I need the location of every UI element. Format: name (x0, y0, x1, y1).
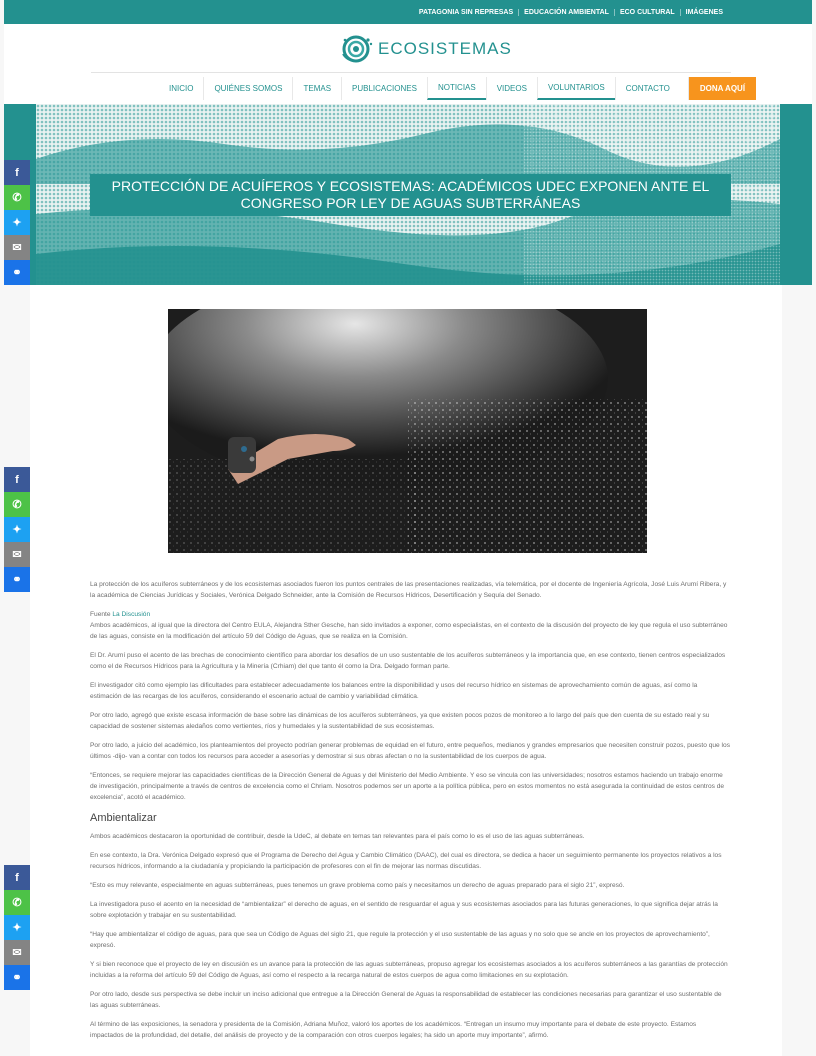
top-bar (4, 0, 812, 24)
top-link-imagenes[interactable]: IMÁGENES (680, 9, 728, 16)
email-share-button[interactable] (4, 235, 30, 260)
article-intro: La protección de los acuíferos subterráneos y de los ecosistemas asociados fueron los puntos centrales de las presentaciones realizadas, vía telemática, por el docente de Ingeniería Agrícola, José Luis Arumí Ribera, y la académica de Ciencias Jurídicas y Sociales, Verónica Delgado Schneider, ante la Comisión de Recursos Hídricos, Desertificación y Sequía del Senado. (90, 581, 727, 599)
copy-link-icon: ⚭ (12, 267, 22, 279)
article-paragraph: En ese contexto, la Dra. Verónica Delgado expresó que el Programa de Derecho del Agua y Cambio Climático (DAAC), del cual es directora, se dedica a hacer un seguimiento permanente los proyectos relativos a los recursos hídricos, informando a la ciudadanía y propiciando la participación de profesores con el fin de mejorar las normas discutidas. (90, 852, 722, 870)
top-links (414, 0, 728, 24)
whatsapp-share-button[interactable] (4, 185, 30, 210)
email-icon: ✉ (12, 947, 22, 959)
nav-inicio[interactable]: INICIO (169, 84, 194, 93)
twitter-icon: ✦ (12, 922, 22, 934)
article-photo (168, 309, 647, 553)
article-subheading: Ambientalizar (90, 812, 157, 824)
top-link-patagonia[interactable]: PATAGONIA SIN REPRESAS (418, 8, 514, 16)
page-title: PROTECCIÓN DE ACUÍFEROS Y ECOSISTEMAS: ACADÉMICOS UDEC EXPONEN ANTE EL CONGRESO POR LEY DE AGUAS SUBTERRÁNEAS (90, 174, 731, 216)
nav-noticias[interactable]: NOTICIAS (427, 77, 486, 100)
twitter-share-button[interactable] (4, 517, 30, 542)
whatsapp-icon: ✆ (12, 897, 22, 909)
article-paragraph: Y si bien reconoce que el proyecto de ley en discusión es un avance para la protección de las aguas subterráneas, propuso agregar los ecosistemas asociados a los acuíferos subterráneos a las garantías de protección incluidas a la reforma del artículo 59 del Código de Aguas, así como el respecto a la recarga natural de estos cuerpos de agua como limitaciones en su explotación. (90, 961, 728, 979)
article-paragraph: Por otro lado, a juicio del académico, los planteamientos del proyecto podrían generar problemas de equidad en el futuro, entre pequeños, medianos y grandes empresarios que necesiten construir pozos, puesto que los últimos -dijo- van a contar con todos los recursos para acceder a asesorías y demostrar si sus obras afectan o no la sustentabilidad de los cuerpos de agua. (90, 742, 730, 760)
hero-banner (4, 104, 812, 285)
copy-link-icon: ⚭ (12, 972, 22, 984)
copy-link-button[interactable] (4, 965, 30, 990)
facebook-icon: f (15, 871, 19, 884)
article-paragraph: “Esto es muy relevante, especialmente en aguas subterráneas, pues tenemos un grave problema como país y necesitamos un derecho de aguas preparado para el siglo 21”, expresó. (90, 882, 625, 889)
main-nav (159, 77, 756, 100)
article-paragraph: Ambos académicos destacaron la oportunidad de contribuir, desde la UdeC, al debate en temas tan relevantes para el país como lo es el uso de las aguas subterráneas. (90, 833, 585, 840)
article-paragraph: Por otro lado, desde sus perspectiva se debe incluir un inciso adicional que entregue a la Dirección General de Aguas la responsabilidad de establecer las condiciones necesarias para garantizar el uso sustentable de las aguas subterráneas. (90, 991, 722, 1009)
article-paragraph: “Hay que ambientalizar el código de aguas, para que sea un Código de Aguas del siglo 21, que regule la protección y el uso sustentable de las aguas y no solo que se ancle en los proyectos de aprovechamiento”, expresó. (90, 931, 710, 949)
nav-publicaciones[interactable]: PUBLICACIONES (341, 77, 427, 100)
nav-quienes-somos[interactable]: QUIÉNES SOMOS (203, 77, 292, 100)
email-share-button[interactable] (4, 940, 30, 965)
whatsapp-icon: ✆ (12, 192, 22, 204)
article-paragraph: “Entonces, se requiere mejorar las capacidades científicas de la Dirección General de Aguas y del Ministerio del Medio Ambiente. Y eso se vincula con las universidades; nosotros estamos haciendo un trabajo enorme de investigación, principalmente a través de centros de excelencia como el Chriam. Nosotros podemos ser un aporte a la política pública, pero en estos momentos no está asegurada la continuidad de estos centros de excelencia”, acotó el académico. (90, 772, 725, 801)
donate-button[interactable]: DONA AQUÍ (688, 77, 756, 100)
nav-temas[interactable]: TEMAS (292, 77, 341, 100)
copy-link-button[interactable] (4, 567, 30, 592)
facebook-share-button[interactable] (4, 865, 30, 890)
facebook-share-button[interactable] (4, 160, 30, 185)
share-bar (4, 160, 30, 285)
copy-link-button[interactable] (4, 260, 30, 285)
article-content (30, 285, 782, 1056)
share-bar (4, 467, 30, 592)
article-paragraph: La investigadora puso el acento en la necesidad de “ambientalizar” el derecho de aguas, en el sentido de resguardar el agua y sus ecosistemas asociados para las futuras generaciones, lo que significa dejar atrás la sobre explotación y trabajar en su sustentabilidad. (90, 901, 718, 919)
source-label: Fuente (90, 611, 111, 618)
twitter-icon: ✦ (12, 217, 22, 229)
facebook-share-button[interactable] (4, 467, 30, 492)
copy-link-icon: ⚭ (12, 574, 22, 586)
nav-videos[interactable]: VIDEOS (486, 77, 537, 100)
facebook-icon: f (15, 166, 19, 179)
article-paragraph: Por otro lado, agregó que existe escasa información de base sobre las dinámicas de los acuíferos subterráneos, ya que existen pocos pozos de monitoreo a lo largo del país que den cuenta de su estado real y su capacidad de sostener sistemas aledaños como vertientes, ríos y humedales y la sustentabilidad de sus ecosistemas. (90, 712, 710, 730)
twitter-icon: ✦ (12, 524, 22, 536)
site-header (4, 24, 812, 104)
water-hand-image (168, 309, 647, 553)
email-icon: ✉ (12, 549, 22, 561)
article-body (90, 579, 730, 1049)
email-share-button[interactable] (4, 542, 30, 567)
article-paragraph: El investigador citó como ejemplo las dificultades para establecer adecuadamente los balances entre la disponibilidad y usos del recurso hídrico en sistemas de aprovechamiento común de aguas, así como la estimación de las recargas de los acuíferos, considerando el escenario actual de cambio y variabilidad climática. (90, 682, 698, 700)
top-link-eco-cultural[interactable]: ECO CULTURAL (614, 9, 680, 16)
nav-divider (91, 72, 731, 73)
share-bar (4, 865, 30, 990)
top-link-educacion[interactable]: EDUCACIÓN AMBIENTAL (518, 9, 614, 16)
article-paragraph: El Dr. Arumí puso el acento de las brechas de conocimiento científico para abordar los desafíos de un uso sustentable de los acuíferos subterráneos y la importancia que, en ese contexto, tienen centros especializados como el de Recursos Hídricos para la Agricultura y la Minería (Crhiam) del que tanto él como la Dra. Delgado forman parte. (90, 652, 726, 670)
logo-text: ECOSISTEMAS (378, 39, 512, 58)
article-paragraph: Ambos académicos, al igual que la directora del Centro EULA, Alejandra Sther Gesche, han sido invitados a exponer, como especialistas, en el contexto de la discusión del proyecto de ley que regula el uso subterráneo de las aguas, consiste en la modificación del artículo 59 del Código de Aguas, que se realiza en la Comisión. (90, 622, 728, 640)
whatsapp-share-button[interactable] (4, 492, 30, 517)
twitter-share-button[interactable] (4, 915, 30, 940)
email-icon: ✉ (12, 242, 22, 254)
whatsapp-share-button[interactable] (4, 890, 30, 915)
facebook-icon: f (15, 473, 19, 486)
nav-contacto[interactable]: CONTACTO (615, 77, 680, 100)
article-source (90, 609, 730, 620)
source-link[interactable]: La Discusión (112, 611, 151, 618)
nav-voluntarios[interactable]: VOLUNTARIOS (537, 77, 615, 100)
whatsapp-icon: ✆ (12, 499, 22, 511)
site-logo[interactable] (340, 34, 512, 64)
twitter-share-button[interactable] (4, 210, 30, 235)
spiral-logo-icon (340, 34, 374, 64)
article-paragraph: Al término de las exposiciones, la senadora y presidenta de la Comisión, Adriana Muñoz, valoró los aportes de los académicos. “Entregan un insumo muy importante para el debate de este proyecto. Estamos impactados de la profundidad, del detalle, del análisis de proyecto y de la comparación con otros cuerpos legales; ha sido un aporte muy importante”, afirmó. (90, 1021, 697, 1039)
